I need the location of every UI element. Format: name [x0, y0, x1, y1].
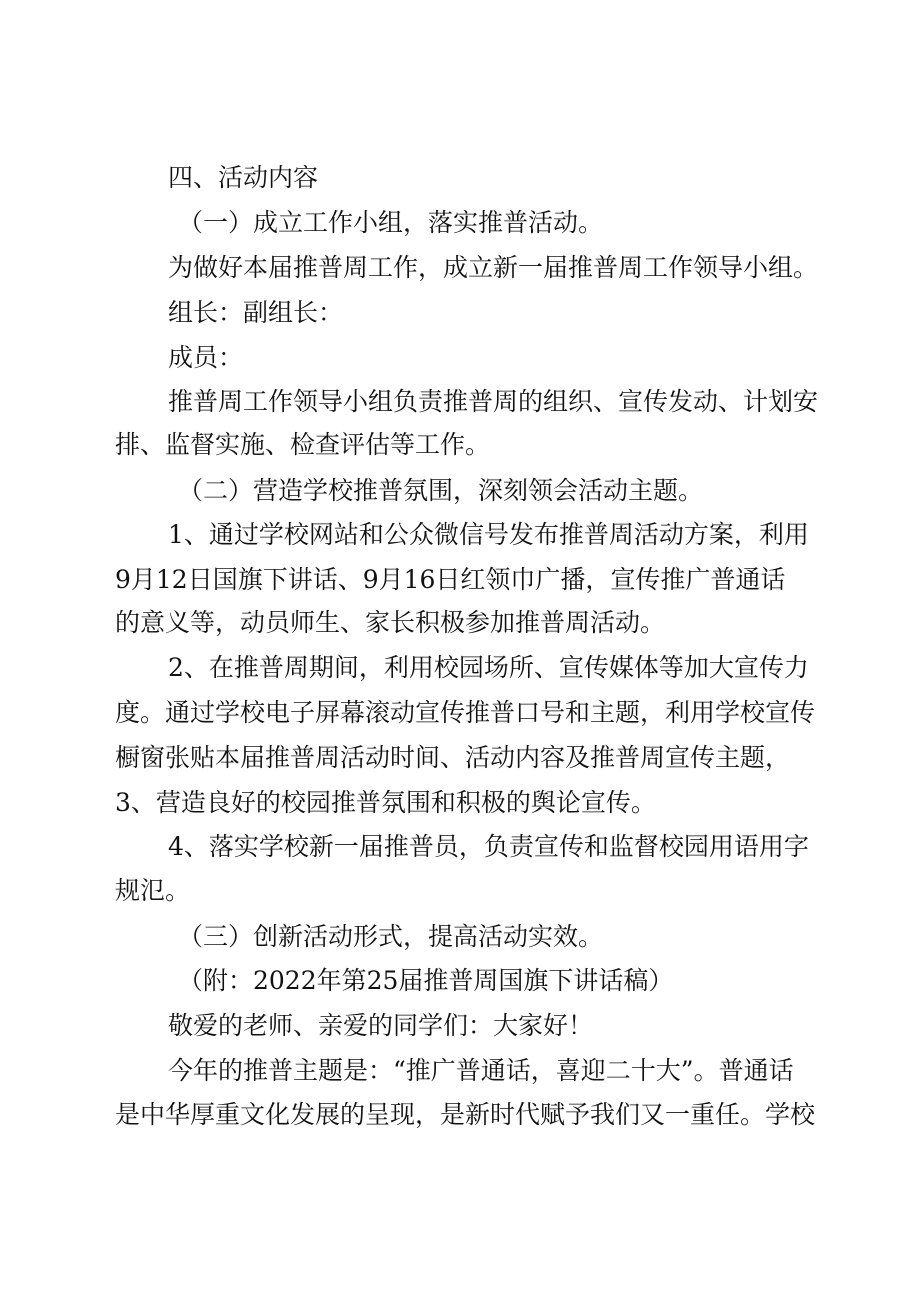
section-heading: 四、活动内容: [168, 163, 319, 192]
paragraph-line: 1、通过学校网站和公众微信号发布推普周活动方案，利用: [168, 520, 809, 549]
subsection-heading: （二）营造学校推普氛围，深刻领会活动主题。: [178, 476, 704, 505]
paragraph-line: 是中华厚重文化发展的呈现，是新时代赋予我们又一重任。学校: [115, 1100, 816, 1129]
paragraph-line: 组长：副组长：: [168, 298, 344, 327]
paragraph-line: 推普周工作领导小组负责推普周的组织、宣传发动、计划安: [168, 387, 819, 416]
subsection-heading: （三）创新活动形式，提高活动实效。: [178, 922, 604, 951]
paragraph-line: 橱窗张贴本届推普周活动时间、活动内容及推普周宣传主题，: [115, 743, 791, 772]
paragraph-line: 排、监督实施、检查评估等工作。: [115, 430, 491, 459]
paragraph-line: 敬爱的老师、亲爱的同学们：大家好！: [168, 1011, 594, 1040]
paragraph-line: 3、营造良好的校园推普氛围和积极的舆论宣传。: [115, 788, 656, 817]
paragraph-line: 2、在推普周期间，利用校园场所、宣传媒体等加大宣传力: [168, 653, 809, 682]
paragraph-line: 为做好本届推普周工作，成立新一届推普周工作领导小组。: [168, 253, 819, 282]
paragraph-line: （附：2022年第25届推普周国旗下讲话稿）: [178, 966, 674, 995]
paragraph-line: 4、落实学校新一届推普员，负责宣传和监督校园用语用字: [168, 832, 809, 861]
paragraph-line: 规氾。: [115, 876, 191, 905]
paragraph-line: 今年的推普主题是：“推广普通话，喜迎二十大”。普通话: [168, 1056, 794, 1085]
subsection-heading: （一）成立工作小组，落实推普活动。: [178, 208, 604, 237]
paragraph-line: 度。通过学校电子屏幕滚动宣传推普口号和主题，利用学校宣传: [115, 698, 816, 727]
paragraph-line: 成员：: [168, 343, 244, 372]
paragraph-line: 的意义等，动员师生、家长积极参加推普周活动。: [115, 608, 666, 637]
paragraph-line: 9月12日国旗下讲话、9月16日红领巾广播，宣传推广普通话: [115, 565, 786, 594]
